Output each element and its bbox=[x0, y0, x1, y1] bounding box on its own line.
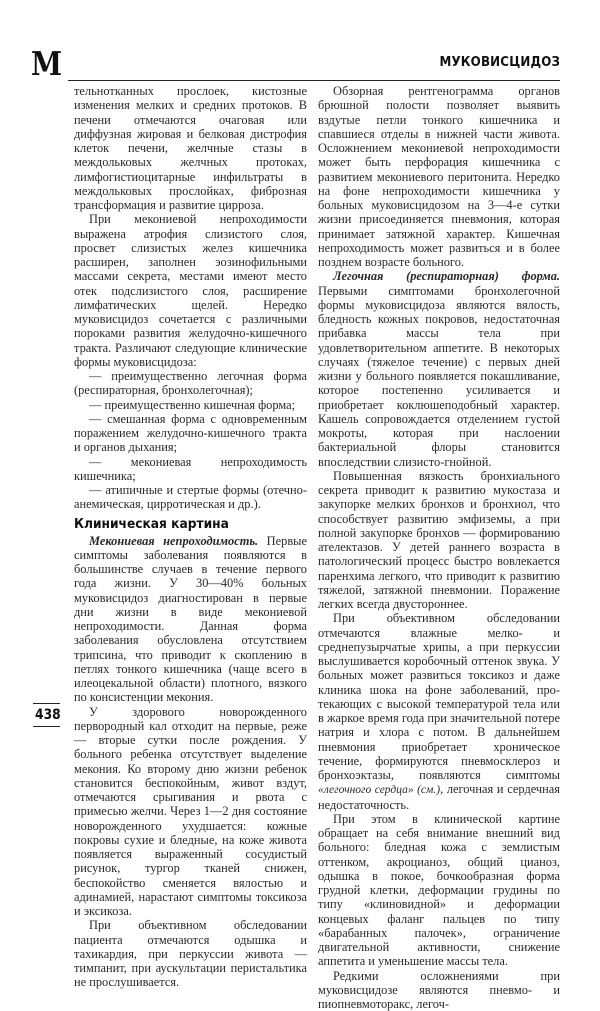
list-item: — преимущественно кишечная форма; bbox=[74, 398, 307, 412]
paragraph bbox=[318, 611, 560, 812]
paragraph bbox=[74, 534, 307, 705]
paragraph-text: , легочная и сердечная недостаточность. bbox=[318, 782, 560, 811]
section-letter: М bbox=[31, 46, 62, 82]
paragraph: У здорового новорожденного первородный кал отходит на первые, реже — вторые сутки после рождения. У больного ребенка отсутствует выделение мекония. Ко второму дню жизни ребенок становится беспокойным, живот вздут, отмечаются срыгивания и рвота с примесью желчи. Через 1—2 дня состояние новорожденного ухудшается: кожные покровы сухие и бледные, на коже живота появляется выраженный сосудистый рисунок, тургор тканей снижен, беспокойство сменяется вялостью и адинамией, нарастают симптомы токсикоза и эксикоза. bbox=[74, 705, 307, 919]
page-number: 438 bbox=[35, 704, 58, 726]
run-in-heading: Легочная (респираторная) форма. bbox=[333, 269, 560, 283]
paragraph: При мекониевой непроходимости выражена атрофия слизистого слоя, просвет слизистых желез кишечника расширен, заполнен эозинофильными массами секрета, местами имеют место отек подслизистого слоя, расширение лимфатических щелей. Нередко муковисцидоз сочетается с различными пороками развития желудочно-кишечного тракта. Различают следующие клинические формы муковисцидоза: bbox=[74, 212, 307, 369]
paragraph: Повышенная вязкость бронхиального секрета приводит к развитию мукостаза и закупорке мелких бронхов и бронхиол, что способствует развитию эмфиземы, а при полной закупорке бронхов — формированию ателектазов. У детей раннего возраста в патологический процесс быстро вовлекается паренхима легкого, что приводит к развитию тяжелой, затяжной пневмонии. Поражение легких всегда двустороннее. bbox=[318, 469, 560, 612]
paragraph-text: Первые симптомы заболевания появляются в большинстве случаев в течение первого года жизни. У 30—40% больных муковисцидоз диагностирован в первые дни жизни в виде мекониевой непроходимости. Данная форма заболевания обусловлена отсутствием трипсина, что приводит к скоплению в петлях тонкого кишечника (чаще всего в илеоцекальной области) плотного, вязкого по консистенции мекония. bbox=[74, 534, 307, 705]
page-number-block bbox=[33, 703, 60, 727]
paragraph: тельнотканных прослоек, кистозные изменения мелких и средних протоков. В печени отмечаются очаговая или диффузная жировая и белковая дистрофия клеток печени, желчные стазы в междольковых желчных протоках, лимфогистиоцитарные инфильтраты в междольковых прослойках, фиброзная трансформация и развитие цирроза. bbox=[74, 84, 307, 212]
list-item: — атипичные и стертые формы (отечно-анемическая, цирротическая и др.). bbox=[74, 483, 307, 512]
paragraph bbox=[318, 269, 560, 469]
running-title: МУКОВИСЦИДОЗ bbox=[439, 54, 560, 70]
cross-reference: «легочного сердца» (см.) bbox=[318, 784, 440, 796]
left-column bbox=[74, 84, 307, 990]
run-in-heading: Мекониевая непроходимость. bbox=[89, 534, 258, 548]
paragraph: При этом в клинической картине обращает на себя внимание внешний вид больного: бледная кожа с землистым оттенком, акроцианоз, общий цианоз, одышка в покое, бочкообразная форма грудной клетки, деформации грудины по типу «клиновидной» и деформации концевых фаланг пальцев по типу «барабанных палочек», ограничение двигательной активности, снижение аппетита и уменьшение массы тела. bbox=[318, 812, 560, 969]
paragraph: Редкими осложнениями при муковисцидозе являются пневмо- и пиопневмоторакс, легоч- bbox=[318, 969, 560, 1011]
right-column bbox=[318, 84, 560, 1011]
paragraph: Обзорная рентгенограмма органов брюшной полости позволяет выявить вздутые петли тонкого кишечника и спавшиеся отделы в нижней части живота. Осложнением мекониевой непроходимости может быть перфорация кишечника с развитием мекониевого перитонита. Нередко на фоне непроходимости кишечника у больных муковисцидозом на 3—4-е сутки жизни присоединяется пневмония, которая принимает затяжной характер. Кишечная непроходимость может развиться и в более позднем возрасте больного. bbox=[318, 84, 560, 269]
page-number-rule-bottom bbox=[33, 726, 60, 727]
paragraph: При объективном обследовании пациента отмечаются одышка и тахикардия, при перкуссии живота — тимпанит, при аускультации перистальтика не прослушивается. bbox=[74, 918, 307, 989]
paragraph-text: При объективном обследовании отмечаются влажные мелко- и среднепузырчатые хрипы, а при перкуссии выслушивается коробочный оттенок звука. У больных может развиться токсикоз и даже клиника шока на фоне заболеваний, протекающих с высокой температурой тела или в жаркое время года при значительной потере натрия и хлора с потом. В дальнейшем пневмония приобретает хроническое течение, формируются пневмосклероз и бронхоэктазы, появляются симптомы bbox=[318, 611, 560, 782]
list-item: — смешанная форма с одновременным поражением желудочно-кишечного тракта и органов дыхания; bbox=[74, 412, 307, 455]
list-item: — мекониевая непроходимость кишечника; bbox=[74, 455, 307, 484]
header-rule bbox=[68, 80, 560, 81]
list-item: — преимущественно легочная форма (респираторная, бронхолегочная); bbox=[74, 369, 307, 398]
section-heading: Клиническая картина bbox=[74, 517, 288, 533]
paragraph-text: Первыми симптомами бронхолегочной формы муковисцидоза являются вялость, бледность кожных покровов, недостаточная прибавка массы тела при удовлетворительном аппетите. В некоторых случаях (тяжелое течение) с первых дней жизни у больного появляется покашливание, которое постепенно усиливается и приобретает коклюшеподобный характер. Кашель сопровождается отделением густой мокроты, которая при наслоении бактериальной флоры становится впоследствии слизисто-гнойной. bbox=[318, 284, 560, 469]
